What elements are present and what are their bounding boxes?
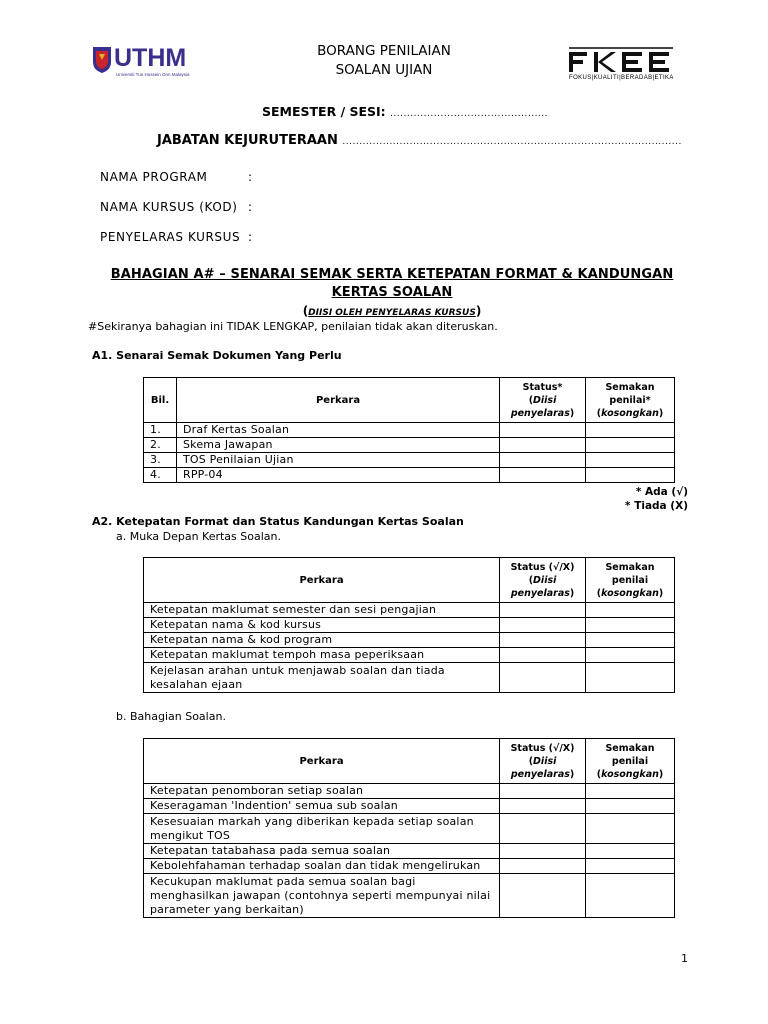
- jabatan-dots: .....................................................................................................: [342, 137, 682, 147]
- jabatan-label: JABATAN KEJURUTERAAN: [157, 133, 338, 148]
- fkee-logo-top-text: [569, 46, 673, 50]
- a1-semakan-cell[interactable]: [586, 438, 675, 453]
- a2a-semakan-cell[interactable]: [586, 603, 675, 618]
- a2a-header-status: Status (√/X) (Diisi penyelaras): [500, 558, 586, 603]
- section-a-title: [92, 266, 692, 302]
- form-title-line2: SOALAN UJIAN: [335, 62, 433, 78]
- a1-header-row: [144, 378, 675, 423]
- semester-label: SEMESTER / SESI:: [262, 104, 386, 119]
- a1-header-bil: Bil.: [144, 378, 177, 423]
- a2a-status-cell[interactable]: [500, 648, 586, 663]
- a2b-semakan-cell[interactable]: [586, 874, 675, 918]
- a2b-perkara: Ketepatan tatabahasa pada semua soalan: [144, 844, 500, 859]
- fkee-logo-tagline: FOKUS|KUALITI|BERADAB|ETIKA: [569, 75, 674, 81]
- uthm-logo-text: UTHM: [114, 44, 187, 72]
- a2b-semakan-cell[interactable]: [586, 844, 675, 859]
- a1-header-semakan: Semakan penilai* (kosongkan): [586, 378, 675, 423]
- table-row: [144, 468, 675, 483]
- a2a-header-perkara: Perkara: [144, 558, 500, 603]
- a2b-status-cell[interactable]: [500, 814, 586, 844]
- paren-open: (: [302, 304, 309, 318]
- nama-kursus-label: NAMA KURSUS (KOD): [100, 200, 238, 214]
- table-row: [144, 618, 675, 633]
- a2b-semakan-cell[interactable]: [586, 784, 675, 799]
- section-a-subtitle: [92, 304, 692, 318]
- a2a-perkara: Ketepatan maklumat semester dan sesi pengajian: [144, 603, 500, 618]
- a2b-perkara: Kecukupan maklumat pada semua soalan bagi menghasilkan jawapan (contohnya seperti mempunyai nilai parameter yang berkaitan): [144, 874, 500, 918]
- table-row: [144, 799, 675, 814]
- a1-perkara: Skema Jawapan: [176, 438, 499, 453]
- a1-heading: A1. Senarai Semak Dokumen Yang Perlu: [92, 349, 342, 362]
- a2a-table: [143, 557, 675, 693]
- a2a-semakan-cell[interactable]: [586, 663, 675, 693]
- a2b-status-cell[interactable]: [500, 784, 586, 799]
- a2a-perkara: Ketepatan nama & kod program: [144, 633, 500, 648]
- a2a-semakan-cell[interactable]: [586, 618, 675, 633]
- a1-semakan-cell[interactable]: [586, 423, 675, 438]
- section-a-title-line2: KERTAS SOALAN: [331, 285, 453, 300]
- table-row: [144, 423, 675, 438]
- a2b-perkara: Kesesuaian markah yang diberikan kepada setiap soalan mengikut TOS: [144, 814, 500, 844]
- a2a-status-cell[interactable]: [500, 603, 586, 618]
- table-row: [144, 814, 675, 844]
- a2a-semakan-cell[interactable]: [586, 648, 675, 663]
- table-row: [144, 633, 675, 648]
- a2b-header-status: Status (√/X) (Diisi penyelaras): [500, 739, 586, 784]
- table-row: [144, 453, 675, 468]
- a2b-perkara: Ketepatan penomboran setiap soalan: [144, 784, 500, 799]
- page-number: 1: [681, 952, 688, 965]
- a2a-status-cell[interactable]: [500, 663, 586, 693]
- semester-field: [262, 104, 548, 119]
- a2b-table: [143, 738, 675, 918]
- table-row: [144, 603, 675, 618]
- nama-program-label: NAMA PROGRAM: [100, 170, 208, 184]
- table-row: [144, 648, 675, 663]
- a2a-perkara: Ketepatan maklumat tempoh masa peperiksaan: [144, 648, 500, 663]
- penyelaras-kursus-label: PENYELARAS KURSUS: [100, 230, 241, 244]
- a1-status-cell[interactable]: [500, 438, 586, 453]
- table-row: [144, 874, 675, 918]
- table-row: [144, 859, 675, 874]
- a1-perkara: Draf Kertas Soalan: [176, 423, 499, 438]
- a1-perkara: RPP-04: [176, 468, 499, 483]
- a1-bil: 4.: [144, 468, 177, 483]
- jabatan-field: [157, 133, 682, 148]
- fkee-logo-wordmark: [567, 51, 675, 73]
- a2b-status-cell[interactable]: [500, 799, 586, 814]
- a1-semakan-cell[interactable]: [586, 468, 675, 483]
- paren-close: ): [475, 304, 482, 318]
- table-row: [144, 438, 675, 453]
- a2-sub-b: b. Bahagian Soalan.: [116, 710, 226, 723]
- a1-status-cell[interactable]: [500, 453, 586, 468]
- a1-bil: 1.: [144, 423, 177, 438]
- a2a-status-cell[interactable]: [500, 633, 586, 648]
- a2b-semakan-cell[interactable]: [586, 799, 675, 814]
- a2b-status-cell[interactable]: [500, 874, 586, 918]
- table-row: [144, 784, 675, 799]
- legend-ada: * Ada (√): [635, 486, 688, 498]
- a2b-semakan-cell[interactable]: [586, 859, 675, 874]
- uthm-logo-subtext: Universiti Tun Hussein Onn Malaysia: [116, 72, 190, 77]
- section-a-note: #Sekiranya bahagian ini TIDAK LENGKAP, penilaian tidak akan diteruskan.: [88, 320, 498, 333]
- nama-program-colon: :: [248, 170, 253, 184]
- a1-header-perkara: Perkara: [176, 378, 499, 423]
- a1-perkara: TOS Penilaian Ujian: [176, 453, 499, 468]
- uthm-logo: [92, 46, 207, 80]
- a1-header-status: Status* (Diisi penyelaras): [500, 378, 586, 423]
- a1-semakan-cell[interactable]: [586, 453, 675, 468]
- a2b-header-row: [144, 739, 675, 784]
- a2a-header-semakan: Semakan penilai (kosongkan): [586, 558, 675, 603]
- fkee-logo: [567, 46, 675, 84]
- a2b-semakan-cell[interactable]: [586, 814, 675, 844]
- a2b-perkara: Kebolehfahaman terhadap soalan dan tidak mengelirukan: [144, 859, 500, 874]
- a2b-perkara: Keseragaman 'Indention' semua sub soalan: [144, 799, 500, 814]
- legend-tiada: * Tiada (X): [625, 500, 688, 512]
- a2-heading: A2. Ketepatan Format dan Status Kandungan Kertas Soalan: [92, 515, 464, 528]
- a2b-status-cell[interactable]: [500, 844, 586, 859]
- nama-kursus-colon: :: [248, 200, 253, 214]
- section-a-title-line1: BAHAGIAN A# – SENARAI SEMAK SERTA KETEPATAN FORMAT & KANDUNGAN: [110, 267, 674, 282]
- penyelaras-kursus-colon: :: [248, 230, 253, 244]
- a2a-status-cell[interactable]: [500, 618, 586, 633]
- a2a-perkara: Kejelasan arahan untuk menjawab soalan dan tiada kesalahan ejaan: [144, 663, 500, 693]
- form-title: [270, 42, 498, 80]
- section-a-subtitle-text: DIISI OLEH PENYELARAS KURSUS: [308, 308, 476, 318]
- form-title-line1: BORANG PENILAIAN: [317, 43, 451, 59]
- a1-status-cell[interactable]: [500, 423, 586, 438]
- a2b-header-perkara: Perkara: [144, 739, 500, 784]
- table-row: [144, 844, 675, 859]
- a2b-header-semakan: Semakan penilai (kosongkan): [586, 739, 675, 784]
- table-row: [144, 663, 675, 693]
- a2b-status-cell[interactable]: [500, 859, 586, 874]
- a1-bil: 3.: [144, 453, 177, 468]
- a1-status-cell[interactable]: [500, 468, 586, 483]
- a2a-header-row: [144, 558, 675, 603]
- a2-sub-a: a. Muka Depan Kertas Soalan.: [116, 530, 281, 543]
- a2a-semakan-cell[interactable]: [586, 633, 675, 648]
- a1-bil: 2.: [144, 438, 177, 453]
- semester-dots: ...............................................: [390, 109, 549, 119]
- uthm-shield-icon: [92, 46, 112, 74]
- a1-table: [143, 377, 675, 483]
- a2a-perkara: Ketepatan nama & kod kursus: [144, 618, 500, 633]
